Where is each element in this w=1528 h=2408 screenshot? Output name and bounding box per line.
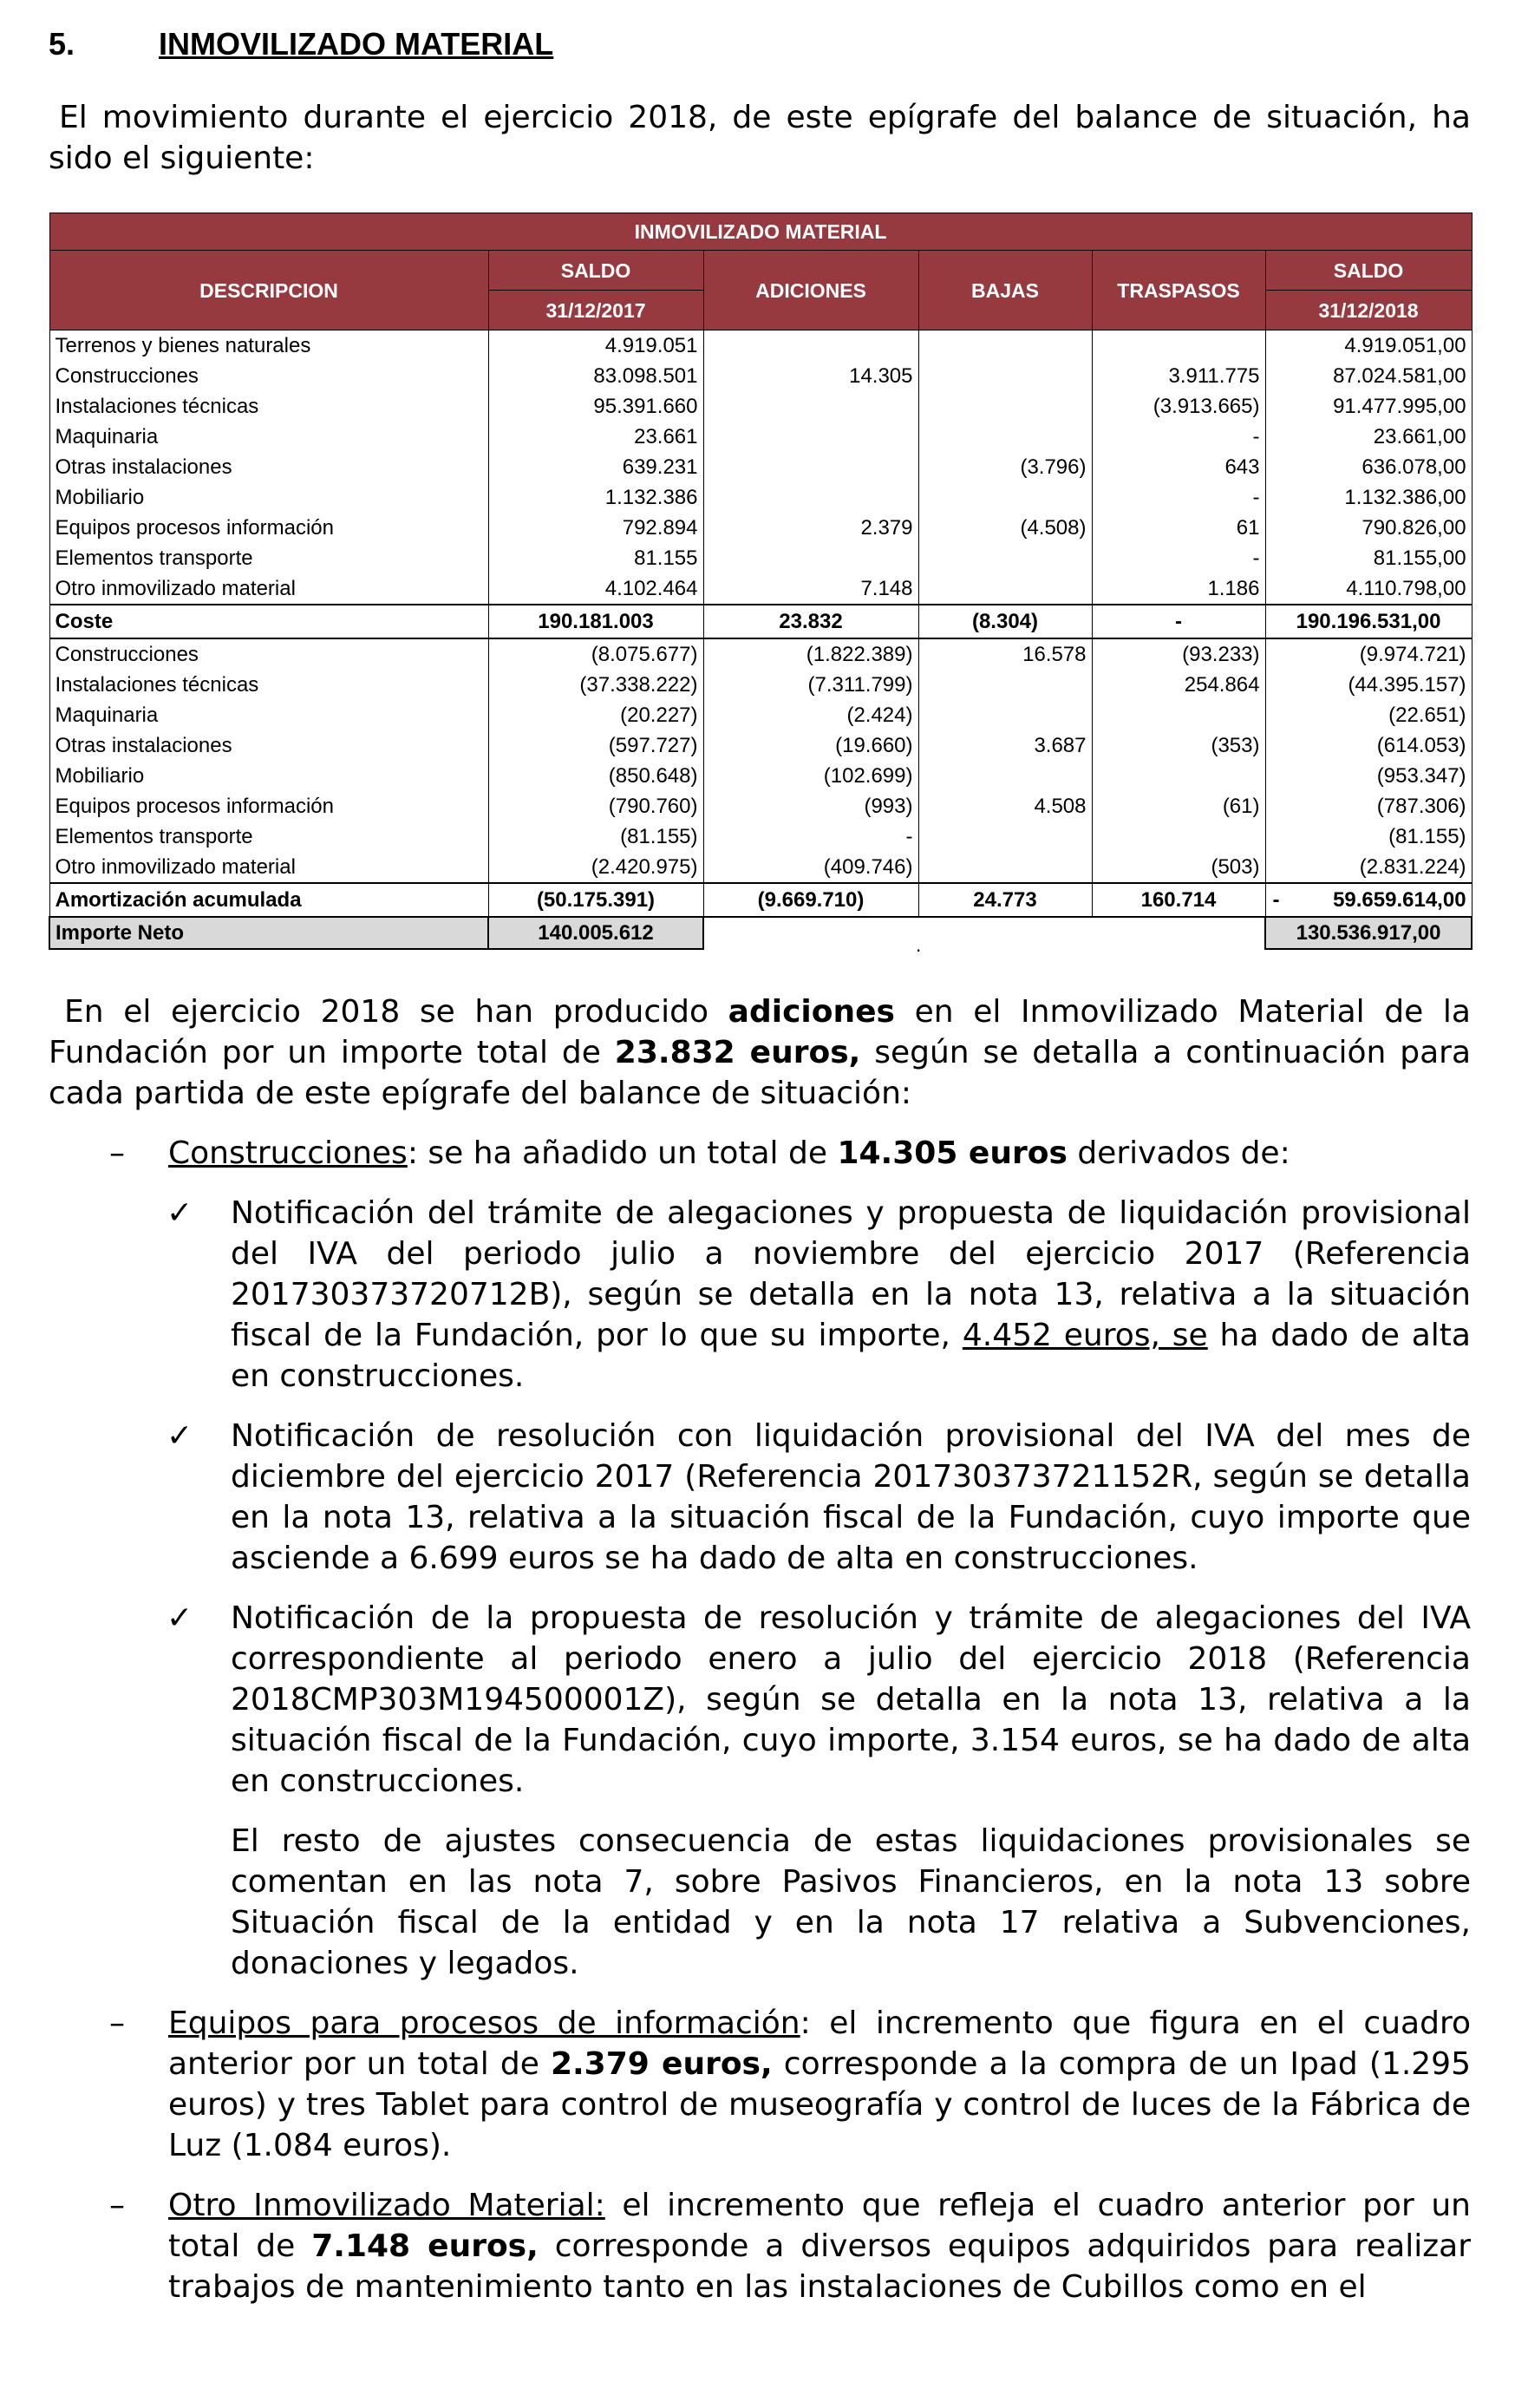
table-cell: 4.102.464 xyxy=(488,573,703,605)
table-cell: 81.155,00 xyxy=(1265,543,1472,573)
row-label: Terrenos y bienes naturales xyxy=(49,330,488,362)
table-cell: 254.864 xyxy=(1092,670,1265,700)
list-item-otro-inmovilizado: – Otro Inmovilizado Material: el incremento que refleja el cuadro anterior por un total de 7.148 euros, corresponde a diversos equipos adquiridos para realizar trabajos de mantenimiento tanto en las instalaciones de Cubillos como en el xyxy=(109,2188,1471,2305)
table-cell: 81.155 xyxy=(488,543,703,573)
row-label: Otras instalaciones xyxy=(49,452,488,482)
net-amount-row xyxy=(49,917,1472,949)
table-row xyxy=(49,543,1472,573)
section-title: INMOVILIZADO MATERIAL xyxy=(159,26,554,62)
stray-mark: . xyxy=(916,935,922,956)
table-cell: 792.894 xyxy=(488,513,703,543)
intro-paragraph: El movimiento durante el ejercicio 2018, de este epígrafe del balance de situación, ha sido el siguiente: xyxy=(49,100,1471,176)
table-cell: 130.536.917,00 xyxy=(1265,917,1472,949)
table-title: INMOVILIZADO MATERIAL xyxy=(49,213,1472,251)
table-cell: 1.132.386 xyxy=(488,482,703,513)
table-cell xyxy=(703,917,918,949)
section-number: 5. xyxy=(49,26,75,62)
table-cell xyxy=(1092,700,1265,730)
table-cell: 190.181.003 xyxy=(488,605,703,638)
table-cell xyxy=(918,670,1092,700)
row-label: Amortización acumulada xyxy=(49,883,488,917)
table-row xyxy=(49,452,1472,482)
table-cell xyxy=(1092,917,1265,949)
table-cell: (1.822.389) xyxy=(703,638,918,670)
adjustments-paragraph: El resto de ajustes consecuencia de estas liquidaciones provisionales se comentan en las nota 7, sobre Pasivos Financieros, en la nota 13 sobre Situación fiscal de la entidad y en la nota 17 relativa a Subvenciones, donaciones y legados. xyxy=(231,1823,1471,1981)
table-row xyxy=(49,791,1472,821)
row-label: Otro inmovilizado material xyxy=(49,573,488,605)
table-cell: (4.508) xyxy=(918,513,1092,543)
check-icon: ✓ xyxy=(167,1195,193,1231)
row-label: Elementos transporte xyxy=(49,543,488,573)
table-row xyxy=(49,482,1472,513)
table-cell: (790.760) xyxy=(488,791,703,821)
table-cell: - xyxy=(1092,422,1265,452)
table-cell: (2.424) xyxy=(703,700,918,730)
table-row xyxy=(49,730,1472,761)
check-item-2: ✓ Notificación de resolución con liquidación provisional del IVA del mes de diciembre del ejercicio 2017 (Referencia 201730373721152R, según se detalla en la nota 13, relativa a la situación fiscal de la Fundación, cuyo importe que asciende a 6.699 euros se ha dado de alta en construcciones. xyxy=(49,1416,1471,1579)
table-cell: (353) xyxy=(1092,730,1265,761)
table-body xyxy=(49,330,1472,950)
table-cell: - xyxy=(1092,543,1265,573)
table-cell xyxy=(703,543,918,573)
table-cell: (22.651) xyxy=(1265,700,1472,730)
table-cell: 643 xyxy=(1092,452,1265,482)
table-cell: (614.053) xyxy=(1265,730,1472,761)
row-label: Maquinaria xyxy=(49,422,488,452)
table-cell: (81.155) xyxy=(1265,821,1472,852)
table-row xyxy=(49,670,1472,700)
cost-total-row xyxy=(49,605,1472,638)
table-cell: 639.231 xyxy=(488,452,703,482)
table-cell: (8.304) xyxy=(918,605,1092,638)
table-cell: 14.305 xyxy=(703,361,918,391)
table-cell: 190.196.531,00 xyxy=(1265,605,1472,638)
table-row xyxy=(49,422,1472,452)
row-label: Equipos procesos información xyxy=(49,513,488,543)
table-cell xyxy=(703,482,918,513)
table-cell: - 59.659.614,00 xyxy=(1265,883,1472,917)
table-cell: - xyxy=(703,821,918,852)
header-bajas: BAJAS xyxy=(918,251,1092,330)
table-cell xyxy=(918,761,1092,791)
table-cell: 636.078,00 xyxy=(1265,452,1472,482)
table-cell xyxy=(1092,330,1265,362)
table-cell: (787.306) xyxy=(1265,791,1472,821)
table-cell: 3.911.775 xyxy=(1092,361,1265,391)
table-cell: 83.098.501 xyxy=(488,361,703,391)
table-cell: 1.186 xyxy=(1092,573,1265,605)
check-icon: ✓ xyxy=(167,1418,193,1454)
header-adiciones: ADICIONES xyxy=(703,251,918,330)
table-cell: 4.110.798,00 xyxy=(1265,573,1472,605)
table-row xyxy=(49,330,1472,362)
table-cell xyxy=(918,917,1092,949)
table-cell xyxy=(703,422,918,452)
table-row xyxy=(49,700,1472,730)
table-cell: (409.746) xyxy=(703,852,918,883)
row-label: Mobiliario xyxy=(49,761,488,791)
table-row xyxy=(49,638,1472,670)
additions-paragraph: En el ejercicio 2018 se han producido adiciones en el Inmovilizado Material de la Fundación por un importe total de 23.832 euros, según se detalla a continuación para cada partida de este epígrafe del balance de situación: xyxy=(49,994,1472,1111)
amortization-total-row xyxy=(49,883,1472,917)
table-cell: (7.311.799) xyxy=(703,670,918,700)
check-icon: ✓ xyxy=(167,1600,193,1636)
table-cell xyxy=(918,700,1092,730)
table-cell: (102.699) xyxy=(703,761,918,791)
table-cell: 61 xyxy=(1092,513,1265,543)
table-cell xyxy=(1092,821,1265,852)
table-cell xyxy=(918,543,1092,573)
table-cell: 4.508 xyxy=(918,791,1092,821)
table-cell: (93.233) xyxy=(1092,638,1265,670)
table-cell: 2.379 xyxy=(703,513,918,543)
table-cell: 3.687 xyxy=(918,730,1092,761)
row-label: Mobiliario xyxy=(49,482,488,513)
header-saldo-2017-b: 31/12/2017 xyxy=(488,291,703,330)
table-cell: 16.578 xyxy=(918,638,1092,670)
table-row xyxy=(49,513,1472,543)
body-text xyxy=(49,991,1471,2307)
row-label: Importe Neto xyxy=(49,917,488,949)
row-label: Maquinaria xyxy=(49,700,488,730)
table-cell: (9.974.721) xyxy=(1265,638,1472,670)
list-item-equipos: – Equipos para procesos de información: el incremento que figura en el cuadro anterior por un total de 2.379 euros, corresponde a la compra de un Ipad (1.295 euros) y tres Tablet para control de museografía y control de luces de la Fábrica de Luz (1.084 euros). xyxy=(109,2006,1471,2163)
table-cell: (850.648) xyxy=(488,761,703,791)
table-row xyxy=(49,821,1472,852)
header-saldo-2017-a: SALDO xyxy=(488,251,703,291)
table-row xyxy=(49,573,1472,605)
table-cell: (20.227) xyxy=(488,700,703,730)
row-label: Construcciones xyxy=(49,361,488,391)
row-label: Otras instalaciones xyxy=(49,730,488,761)
table-cell: (81.155) xyxy=(488,821,703,852)
row-label: Equipos procesos información xyxy=(49,791,488,821)
table-cell: (50.175.391) xyxy=(488,883,703,917)
table-row xyxy=(49,852,1472,883)
table-cell: (3.913.665) xyxy=(1092,391,1265,422)
fixed-assets-table xyxy=(49,213,1472,950)
row-label: Construcciones xyxy=(49,638,488,670)
table-cell xyxy=(918,573,1092,605)
table-cell: 4.919.051 xyxy=(488,330,703,362)
table-cell xyxy=(918,422,1092,452)
section-heading xyxy=(49,26,553,62)
table-cell: (993) xyxy=(703,791,918,821)
table-cell: (2.831.224) xyxy=(1265,852,1472,883)
table-cell: (61) xyxy=(1092,791,1265,821)
table-cell xyxy=(1092,761,1265,791)
row-label: Elementos transporte xyxy=(49,821,488,852)
table-cell: 23.661,00 xyxy=(1265,422,1472,452)
table-row xyxy=(49,361,1472,391)
check-item-1: ✓ Notificación del trámite de alegaciones y propuesta de liquidación provisional del IVA del periodo julio a noviembre del ejercicio 2017 (Referencia 201730373720712B), según se detalla en la nota 13, relativa a la situación fiscal de la Fundación, por lo que su importe, 4.452 euros, se ha dado de alta en construcciones. xyxy=(49,1193,1471,1397)
table-cell: (8.075.677) xyxy=(488,638,703,670)
table-cell: 4.919.051,00 xyxy=(1265,330,1472,362)
table-row xyxy=(49,391,1472,422)
row-label: Instalaciones técnicas xyxy=(49,670,488,700)
header-descripcion: DESCRIPCION xyxy=(49,251,488,330)
table-cell: (37.338.222) xyxy=(488,670,703,700)
table-cell xyxy=(918,821,1092,852)
table-cell: 24.773 xyxy=(918,883,1092,917)
check-item-3: ✓ Notificación de la propuesta de resolución y trámite de alegaciones del IVA correspondiente al periodo enero a julio del ejercicio 2018 (Referencia 2018CMP303M194500001Z), según se detalla en la nota 13, relativa a la situación fiscal de la Fundación, cuyo importe, 3.154 euros, se ha dado de alta en construcciones. xyxy=(49,1598,1471,1802)
table-cell: 23.832 xyxy=(703,605,918,638)
table-cell: (503) xyxy=(1092,852,1265,883)
list-item-construcciones: – Construcciones: se ha añadido un total de 14.305 euros derivados de: xyxy=(109,1135,1290,1171)
table-cell: (597.727) xyxy=(488,730,703,761)
header-traspasos: TRASPASOS xyxy=(1092,251,1265,330)
table-cell: 95.391.660 xyxy=(488,391,703,422)
table-cell: 160.714 xyxy=(1092,883,1265,917)
row-label: Coste xyxy=(49,605,488,638)
table-cell xyxy=(918,391,1092,422)
table-cell xyxy=(918,330,1092,362)
row-label: Instalaciones técnicas xyxy=(49,391,488,422)
table-cell: (953.347) xyxy=(1265,761,1472,791)
table-cell: 91.477.995,00 xyxy=(1265,391,1472,422)
table-cell: 140.005.612 xyxy=(488,917,703,949)
table-cell xyxy=(918,361,1092,391)
table-cell: (19.660) xyxy=(703,730,918,761)
table-cell: 7.148 xyxy=(703,573,918,605)
row-label: Otro inmovilizado material xyxy=(49,852,488,883)
table-cell: 1.132.386,00 xyxy=(1265,482,1472,513)
table-cell xyxy=(918,852,1092,883)
table-cell: - xyxy=(1092,605,1265,638)
table-cell: 790.826,00 xyxy=(1265,513,1472,543)
table-cell: (44.395.157) xyxy=(1265,670,1472,700)
table-cell xyxy=(703,452,918,482)
table-cell: 23.661 xyxy=(488,422,703,452)
table-cell: (3.796) xyxy=(918,452,1092,482)
table-cell: 87.024.581,00 xyxy=(1265,361,1472,391)
header-saldo-2018-b: 31/12/2018 xyxy=(1265,291,1472,330)
table-cell xyxy=(918,482,1092,513)
table-cell xyxy=(703,391,918,422)
table-cell: - xyxy=(1092,482,1265,513)
table-cell: (9.669.710) xyxy=(703,883,918,917)
header-saldo-2018-a: SALDO xyxy=(1265,251,1472,291)
table-row xyxy=(49,761,1472,791)
table-cell xyxy=(703,330,918,362)
table-cell: (2.420.975) xyxy=(488,852,703,883)
